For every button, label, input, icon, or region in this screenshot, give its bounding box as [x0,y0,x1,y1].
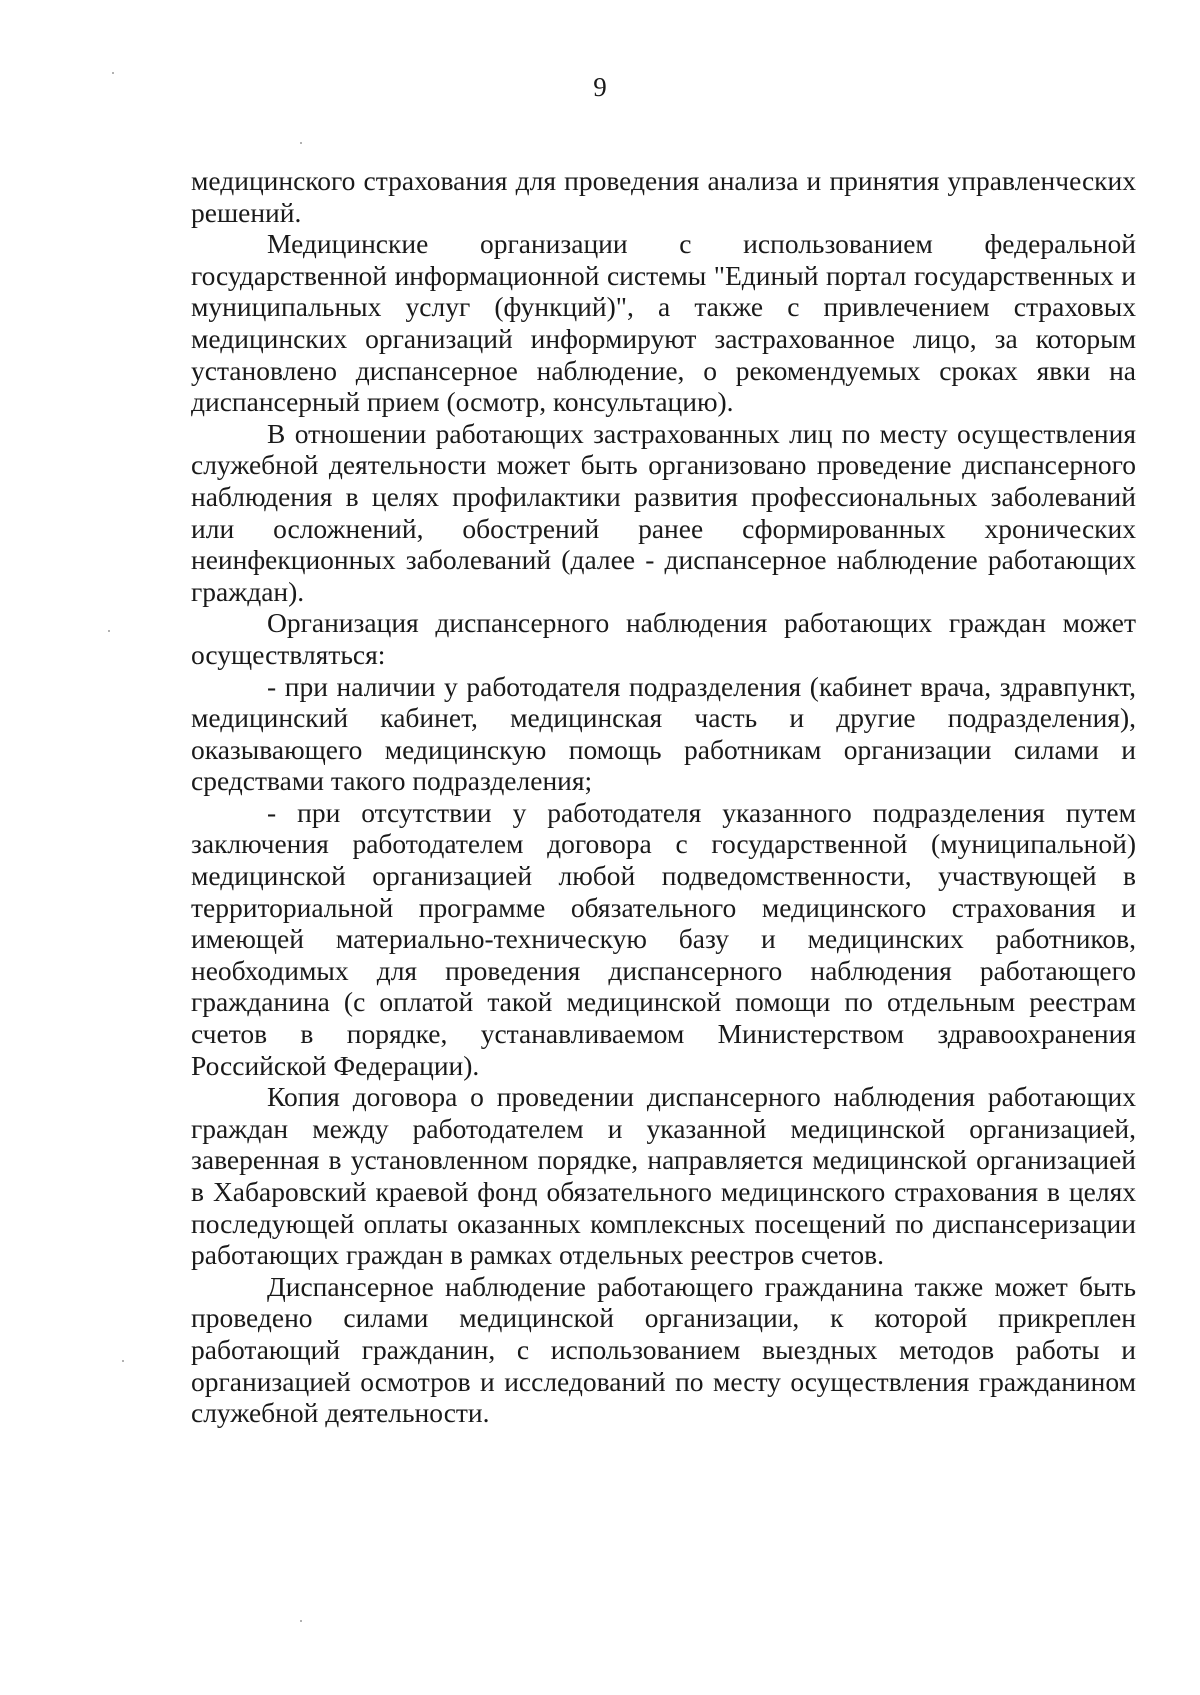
paragraph: Диспансерное наблюдение работающего гражданина также может быть проведено силами медицинской организации, к которой прикреплен работающий гражданин, с использованием выездных методов работы и организацией осмотров и исследований по месту осуществления гражданином служебной деятельности. [191,1270,1136,1429]
list-item: - при наличии у работодателя подразделения (кабинет врача, здравпункт, медицинский кабинет, медицинская часть и другие подразделения), оказывающего медицинскую помощь работникам организации силами и средствами такого подразделения; [191,670,1136,797]
list-item: - при отсутствии у работодателя указанного подразделения путем заключения работодателем договора с государственной (муниципальной) медицинской организацией любой подведомственности, участвующей в территориальной программе обязательного медицинского страхования и имеющей материально-техническую базу и медицинских работников, необходимых для проведения диспансерного наблюдения работающего гражданина (с оплатой такой медицинской помощи по отдельным реестрам счетов в порядке, устанавливаемом Министерством здравоохранения Российской Федерации). [191,796,1136,1081]
paragraph: Организация диспансерного наблюдения работающих граждан может осуществляться: [191,607,1136,670]
paragraph: Копия договора о проведении диспансерного наблюдения работающих граждан между работодателем и указанной медицинской организацией, заверенная в установленном порядке, направляется медицинской организацией в Хабаровский краевой фонд обязательного медицинского страхования в целях последующей оплаты оказанных комплексных посещений по диспансеризации работающих граждан в рамках отдельных реестров счетов. [191,1081,1136,1271]
scan-speck [108,630,110,632]
page-number: 9 [593,72,607,102]
paragraph: медицинского страхования для проведения анализа и принятия управленческих решений. [191,165,1136,228]
paragraph: Медицинские организации с использованием федеральной государственной информационной системы "Единый портал государственных и муниципальных услуг (функций)", а также с привлечением страховых медицинских организаций информируют застрахованное лицо, за которым установлено диспансерное наблюдение, о рекомендуемых сроках явки на диспансерный прием (осмотр, консультацию). [191,228,1136,418]
document-body [191,165,1136,1429]
scan-speck [122,1360,124,1362]
scan-speck [300,142,302,144]
scan-speck [300,1620,302,1622]
scan-speck [112,72,114,74]
paragraph: В отношении работающих застрахованных лиц по месту осуществления служебной деятельности может быть организовано проведение диспансерного наблюдения в целях профилактики развития профессиональных заболеваний или осложнений, обострений ранее сформированных хронических неинфекционных заболеваний (далее - диспансерное наблюдение работающих граждан). [191,417,1136,607]
